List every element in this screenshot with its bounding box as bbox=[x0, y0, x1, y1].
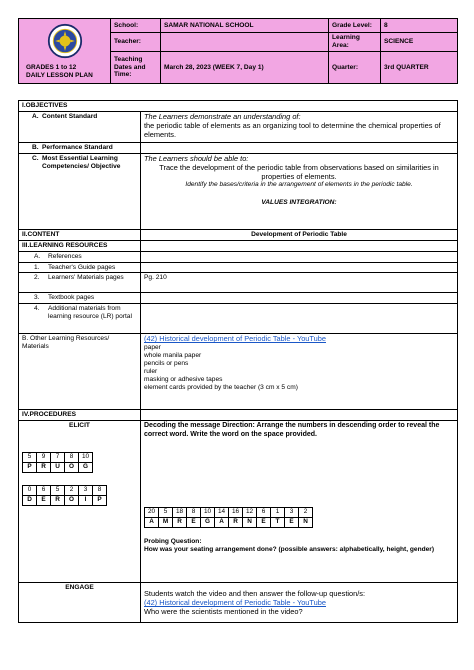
performance-standard-letter: B. bbox=[32, 143, 39, 151]
performance-standard-label-cell bbox=[19, 142, 141, 153]
elicit-content bbox=[141, 421, 458, 583]
title-line-1: GRADES 1 to 12 bbox=[26, 63, 77, 71]
resource-item-value bbox=[141, 293, 458, 304]
decode-grid-3 bbox=[144, 507, 313, 528]
other-resources-label: B. Other Learning Resources/ Materials bbox=[19, 334, 141, 410]
competency-letter: C. bbox=[32, 154, 39, 162]
resources-heading-blank bbox=[141, 240, 458, 251]
grid-number: 0 bbox=[23, 486, 37, 496]
grid-letter: T bbox=[271, 518, 285, 528]
teacher-label: Teacher: bbox=[111, 33, 161, 52]
engage-video-link[interactable]: (42) Historical development of Periodic Table - YouTube bbox=[144, 598, 326, 608]
dates-value: March 28, 2023 (WEEK 7, Day 1) bbox=[161, 52, 329, 84]
grade-label: Grade Level: bbox=[329, 19, 381, 33]
video-link[interactable]: (42) Historical development of Periodic Table - YouTube bbox=[144, 334, 326, 344]
decode-grid-1 bbox=[22, 452, 93, 473]
area-label: Learning Area: bbox=[329, 33, 381, 52]
resources-heading: III.LEARNING RESOURCES bbox=[19, 240, 141, 251]
grid-letter: E bbox=[37, 496, 51, 506]
grid-number: 20 bbox=[145, 508, 159, 518]
competency-label-cell bbox=[19, 153, 141, 229]
header-table bbox=[18, 18, 458, 84]
deped-seal-icon bbox=[47, 23, 83, 59]
content-standard-value bbox=[141, 111, 458, 142]
elicit-cell bbox=[19, 421, 141, 583]
grid-letter: P bbox=[93, 496, 107, 506]
references-label: References bbox=[48, 252, 82, 260]
grid-number: 8 bbox=[187, 508, 201, 518]
grid-number: 5 bbox=[159, 508, 173, 518]
area-value: SCIENCE bbox=[381, 33, 458, 52]
competency-note: Identify the bases/criteria in the arrangement of elements in the periodic table. bbox=[185, 181, 413, 189]
grid-letter: E bbox=[285, 518, 299, 528]
other-resources-value bbox=[141, 334, 458, 410]
grid-number: 12 bbox=[243, 508, 257, 518]
grid-number: 10 bbox=[201, 508, 215, 518]
title-line-2: DAILY LESSON PLAN bbox=[26, 72, 93, 80]
procedures-heading-blank bbox=[141, 410, 458, 421]
grid-letter: O bbox=[65, 496, 79, 506]
material-item: pencils or pens bbox=[144, 360, 189, 368]
dates-label: Teaching Dates and Time: bbox=[111, 52, 161, 84]
grid-letter: A bbox=[215, 518, 229, 528]
grid-number: 8 bbox=[93, 486, 107, 496]
grid-number: 6 bbox=[37, 486, 51, 496]
resource-item-label: Teacher's Guide pages bbox=[48, 263, 116, 271]
material-item: ruler bbox=[144, 367, 158, 375]
engage-question: Who were the scientists mentioned in the video? bbox=[144, 607, 303, 616]
grade-value: 8 bbox=[381, 19, 458, 33]
grid-letter: G bbox=[79, 463, 93, 473]
resource-item-2-cell bbox=[19, 273, 141, 293]
material-item: whole manila paper bbox=[144, 352, 202, 360]
content-value: Development of Periodic Table bbox=[141, 229, 458, 240]
resource-item-value bbox=[141, 262, 458, 273]
grid-letter: I bbox=[79, 496, 93, 506]
material-item: masking or adhesive tapes bbox=[144, 375, 223, 383]
performance-standard-value bbox=[141, 142, 458, 153]
grid-letter: N bbox=[243, 518, 257, 528]
content-standard-text: the periodic table of elements as an organizing tool to determine the chemical properties of elements. bbox=[144, 120, 441, 139]
content-standard-letter: A. bbox=[32, 112, 39, 120]
grid-letter: N bbox=[299, 518, 313, 528]
material-item: paper bbox=[144, 344, 161, 352]
grid-number: 2 bbox=[65, 486, 79, 496]
grid-number: 8 bbox=[65, 453, 79, 463]
grid-letter: R bbox=[51, 496, 65, 506]
resource-item-1-cell bbox=[19, 262, 141, 273]
probing-text: How was your seating arrangement done? (possible answers: alphabetically, height, gender) bbox=[144, 545, 435, 553]
grid-letter: D bbox=[23, 496, 37, 506]
grid-letter: U bbox=[51, 463, 65, 473]
elicit-instruction: Decoding the message Direction: Arrange the numbers in descending order to reveal the correct word. Write the word on the space provided. bbox=[144, 422, 440, 438]
competency-label: Most Essential Learning Competencies/ Objective bbox=[42, 154, 121, 170]
grid-letter: R bbox=[229, 518, 243, 528]
references-letter: A. bbox=[34, 252, 41, 260]
logo-cell bbox=[19, 19, 111, 84]
grid-letter: R bbox=[173, 518, 187, 528]
procedures-heading: IV.PROCEDURES bbox=[19, 410, 141, 421]
resource-item-label: Additional materials from learning resource (LR) portal bbox=[48, 305, 132, 321]
references-label-cell bbox=[19, 251, 141, 262]
grid-number: 16 bbox=[229, 508, 243, 518]
resource-item-3-cell bbox=[19, 293, 141, 304]
performance-standard-label: Performance Standard bbox=[42, 143, 113, 151]
engage-label: ENGAGE bbox=[19, 583, 141, 623]
grid-number: 9 bbox=[37, 453, 51, 463]
probing-label: Probing Question: bbox=[144, 538, 202, 546]
school-value: SAMAR NATIONAL SCHOOL bbox=[161, 19, 329, 33]
resource-item-value bbox=[141, 304, 458, 334]
quarter-value: 3rd QUARTER bbox=[381, 52, 458, 84]
resource-item-num: 2. bbox=[34, 274, 40, 282]
grid-number: 2 bbox=[299, 508, 313, 518]
competency-text: Trace the development of the periodic table from observations based on similarities in properties of elements. bbox=[159, 162, 439, 181]
competency-intro: The Learners should be able to: bbox=[144, 153, 249, 163]
teacher-value bbox=[161, 33, 329, 52]
resource-item-num: 4. bbox=[34, 305, 40, 313]
content-heading: II.CONTENT bbox=[19, 229, 141, 240]
grid-letter: G bbox=[201, 518, 215, 528]
content-standard-label: Content Standard bbox=[42, 112, 98, 120]
grid-number: 1 bbox=[271, 508, 285, 518]
school-label: School: bbox=[111, 19, 161, 33]
grid-letter: E bbox=[187, 518, 201, 528]
material-item: element cards provided by the teacher (3 cm x 5 cm) bbox=[144, 383, 298, 391]
content-standard-intro: The Learners demonstrate an understanding of: bbox=[144, 111, 301, 121]
grid-number: 7 bbox=[51, 453, 65, 463]
resource-item-label: Learners' Materials pages bbox=[48, 274, 124, 282]
values-integration-label: VALUES INTEGRATION: bbox=[261, 199, 337, 207]
main-table bbox=[18, 100, 458, 623]
resource-item-value: Pg. 210 bbox=[141, 273, 458, 293]
resource-item-num: 1. bbox=[34, 263, 40, 271]
grid-number: 3 bbox=[285, 508, 299, 518]
grid-number: 5 bbox=[51, 486, 65, 496]
resource-item-label: Textbook pages bbox=[48, 294, 95, 302]
grid-letter: R bbox=[37, 463, 51, 473]
references-blank bbox=[141, 251, 458, 262]
grid-number: 14 bbox=[215, 508, 229, 518]
engage-content bbox=[141, 583, 458, 623]
resource-item-num: 3. bbox=[34, 294, 40, 302]
resource-item-4-cell bbox=[19, 304, 141, 334]
content-standard-label-cell bbox=[19, 111, 141, 142]
grid-letter: M bbox=[159, 518, 173, 528]
grid-number: 5 bbox=[23, 453, 37, 463]
engage-text: Students watch the video and then answer the follow-up question/s: bbox=[144, 589, 366, 599]
grid-letter: O bbox=[65, 463, 79, 473]
grid-number: 6 bbox=[257, 508, 271, 518]
grid-letter: P bbox=[23, 463, 37, 473]
grid-number: 18 bbox=[173, 508, 187, 518]
competency-value bbox=[141, 153, 458, 229]
grid-number: 10 bbox=[79, 453, 93, 463]
decode-grid-2 bbox=[22, 485, 107, 506]
grid-letter: A bbox=[145, 518, 159, 528]
grid-letter: E bbox=[257, 518, 271, 528]
objectives-heading: I.OBJECTIVES bbox=[19, 101, 458, 112]
grid-number: 3 bbox=[79, 486, 93, 496]
quarter-label: Quarter: bbox=[329, 52, 381, 84]
elicit-label: ELICIT bbox=[69, 422, 90, 430]
